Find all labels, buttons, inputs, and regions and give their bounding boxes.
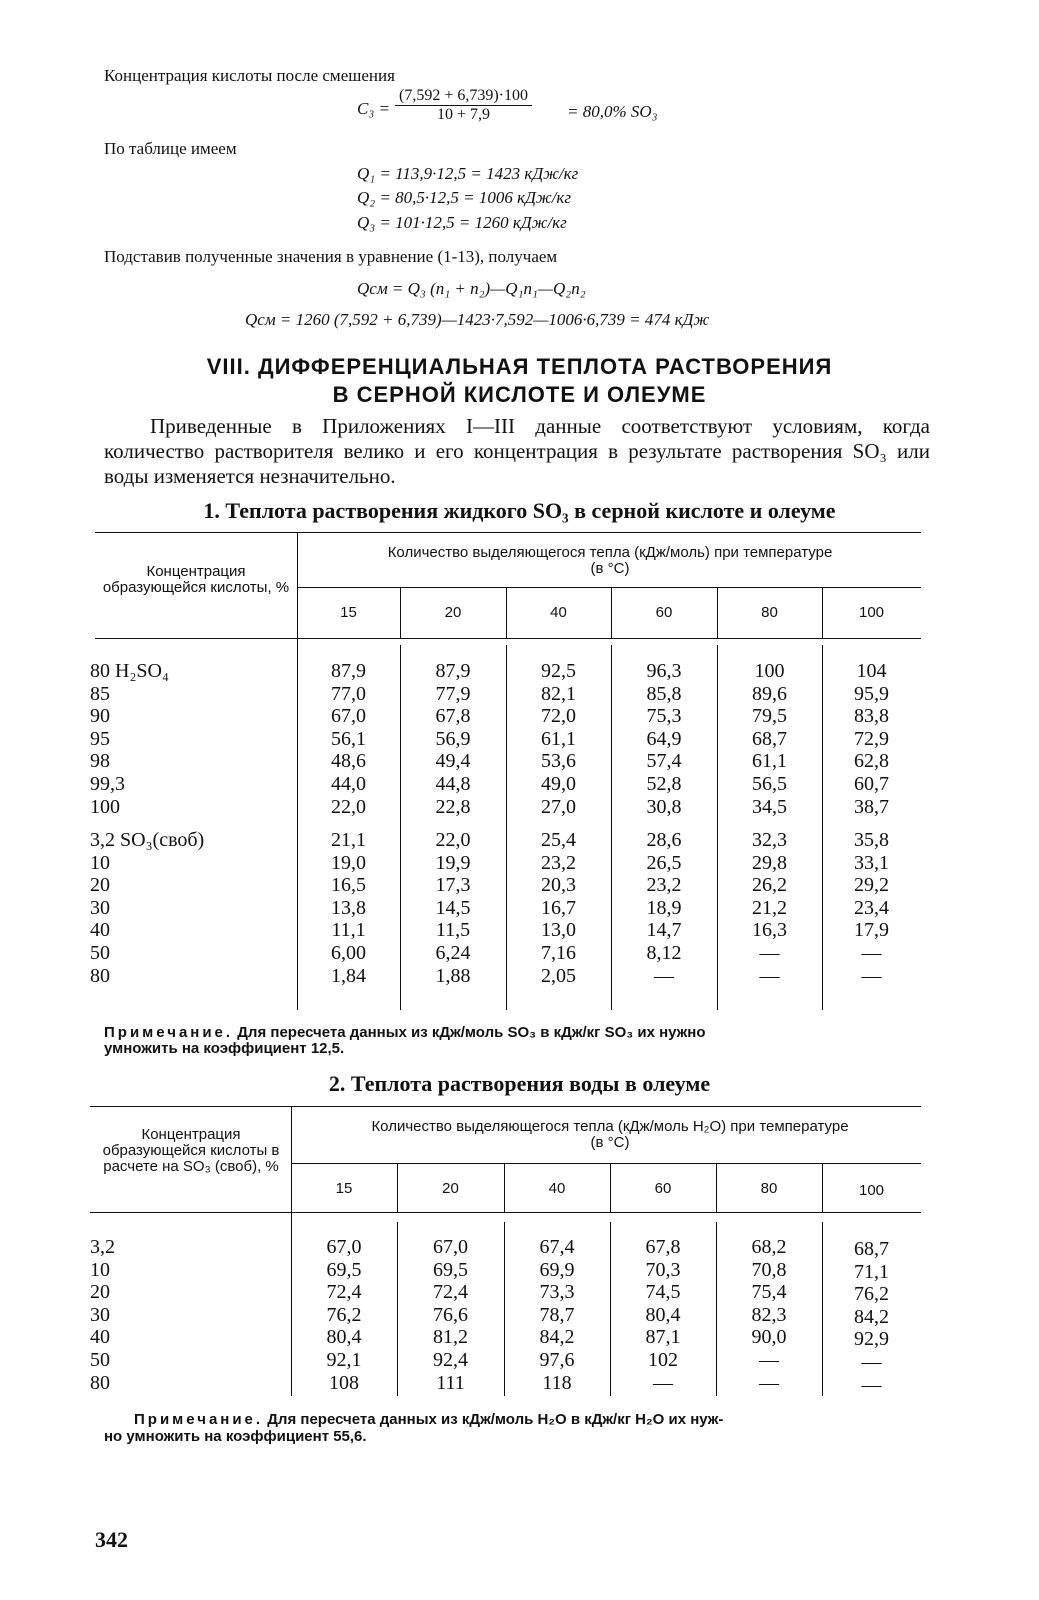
table1-column: 100 89,6 79,5 68,7 61,1 56,5 34,5 <box>752 660 787 818</box>
table2-column: 68,7 71,1 76,2 84,2 92,9 — — <box>854 1238 889 1396</box>
table2-temp-header: 15 <box>335 1180 353 1197</box>
formula-c3-fraction <box>395 87 532 124</box>
formula-q1: Q₁ = 113,9·12,5 = 1423 кДж/кг <box>357 164 579 183</box>
table1-temp-header: 15 <box>340 604 357 621</box>
table2-row-label: 3,2 10 20 30 40 50 80 <box>90 1236 115 1394</box>
section-title-line-2: В СЕРНОЙ КИСЛОТЕ И ОЛЕУМЕ <box>332 382 707 407</box>
table1-note <box>104 1025 706 1057</box>
table1-row-header: Концентрация образующейся кислоты, % <box>102 563 290 596</box>
formula-c3-numerator: (7,592 + 6,739)·100 <box>395 87 532 106</box>
table2-temp-header: 40 <box>548 1180 566 1197</box>
table2-column: 67,8 70,3 74,5 80,4 87,1 102 — <box>645 1236 681 1394</box>
table1-column: 21,1 19,0 16,5 13,8 11,1 6,00 1,84 <box>331 829 366 987</box>
table1-column: 87,9 77,9 67,8 56,9 49,4 44,8 22,8 <box>435 660 471 818</box>
table1-column: 87,9 77,0 67,0 56,1 48,6 44,0 22,0 <box>331 660 366 818</box>
table1-note-label: Примечание. <box>104 1024 234 1041</box>
formula-c3-rhs: = 80,0% SO₃ <box>567 102 658 121</box>
formula-qcm-numeric: Qсм = 1260 (7,592 + 6,739)—1423·7,592—1006·6,739 = 474 кДж <box>245 310 710 329</box>
table2-column: 67,0 69,5 72,4 76,2 80,4 92,1 108 <box>326 1236 362 1394</box>
table2-title: 2. Теплота растворения воды в олеуме <box>328 1071 711 1096</box>
table2-note-text: Для пересчета данных из кДж/моль H₂O в кДж/кг H₂O их нуж- <box>263 1411 724 1428</box>
table1-column: 92,5 82,1 72,0 61,1 53,6 49,0 27,0 <box>541 660 576 818</box>
table2-note-label: Примечание. <box>134 1411 264 1428</box>
table1-column: 35,8 33,1 29,2 23,4 17,9 — — <box>854 829 889 987</box>
table1-temp-header: 20 <box>444 604 462 621</box>
section-title-line-1: VIII. ДИФФЕРЕНЦИАЛЬНАЯ ТЕПЛОТА РАСТВОРЕНИЯ <box>206 354 833 379</box>
table2-group-header: Количество выделяющегося тепла (кДж/моль H₂O) при температуре (в °C) <box>371 1118 849 1151</box>
table1-column: 104 95,9 83,8 72,9 62,8 60,7 38,7 <box>854 660 889 818</box>
formula-q3: Q₃ = 101·12,5 = 1260 кДж/кг <box>357 213 567 232</box>
formula-c3-denominator: 10 + 7,9 <box>436 106 491 123</box>
table2-row-header: Концентрация образующейся кислоты в расчете на SO₃ (своб), % <box>102 1126 280 1175</box>
table2-column: 67,4 69,9 73,3 78,7 84,2 97,6 118 <box>539 1236 575 1394</box>
intro-line-2: По таблице имеем <box>104 139 237 158</box>
table2-temp-header: 20 <box>442 1180 459 1197</box>
table1-column: 96,3 85,8 75,3 64,9 57,4 52,8 30,8 <box>646 660 682 818</box>
intro-line-3: Подставив полученные значения в уравнение (1-13), получаем <box>104 247 558 266</box>
formula-qcm-general: Qсм = Q₃ (n₁ + n₂)—Q₁n₁—Q₂n₂ <box>357 279 586 298</box>
intro-line-1: Концентрация кислоты после смешения <box>104 66 395 85</box>
table1-temp-header: 80 <box>761 604 778 621</box>
table1-column: 28,6 26,5 23,2 18,9 14,7 8,12 — <box>646 829 682 987</box>
page-number: 342 <box>95 1527 128 1552</box>
formula-c3-lhs: C₃ = <box>357 99 390 118</box>
table2-temp-header: 100 <box>858 1182 885 1199</box>
table1-row-label: 3,2 SO₃(своб) 10 20 30 40 50 80 <box>90 829 205 987</box>
table1-temp-header: 40 <box>550 604 567 621</box>
table1-note-text: Для пересчета данных из кДж/моль SO₃ в кДж/кг SO₃ их нужно <box>233 1024 706 1041</box>
table2-temp-header: 80 <box>760 1180 778 1197</box>
table2-note-line-2: но умножить на коэффициент 55,6. <box>104 1428 367 1445</box>
table2-column: 68,2 70,8 75,4 82,3 90,0 — — <box>751 1236 787 1394</box>
table1-temp-header: 60 <box>655 604 673 621</box>
section-paragraph-text: Приведенные в Приложениях I—III данные соответствуют условиям, когда количество растворителя велико и его концентрация в результате растворения SO₃ или воды изменяется незначительно. <box>104 414 930 488</box>
table1-column: 25,4 23,2 20,3 16,7 13,0 7,16 2,05 <box>541 829 576 987</box>
table1-column: 32,3 29,8 26,2 21,2 16,3 — — <box>752 829 787 987</box>
table2-note <box>134 1412 723 1428</box>
table1-column: 22,0 19,9 17,3 14,5 11,5 6,24 1,88 <box>435 829 471 987</box>
table1-temp-header: 100 <box>858 604 885 621</box>
table1-group-header: Количество выделяющегося тепла (кДж/моль) при температуре (в °C) <box>387 544 833 577</box>
table2-temp-header: 60 <box>654 1180 672 1197</box>
section-paragraph <box>104 414 930 489</box>
table1-note-text-2: умножить на коэффициент 12,5. <box>104 1040 345 1057</box>
table1-title: 1. Теплота растворения жидкого SO₃ в серной кислоте и олеуме <box>203 498 836 523</box>
table1-row-label: 80 H₂SO₄ 85 90 95 98 99,3 100 <box>90 660 169 818</box>
formula-q2: Q₂ = 80,5·12,5 = 1006 кДж/кг <box>357 188 572 207</box>
table2-column: 67,0 69,5 72,4 76,6 81,2 92,4 111 <box>433 1236 468 1394</box>
